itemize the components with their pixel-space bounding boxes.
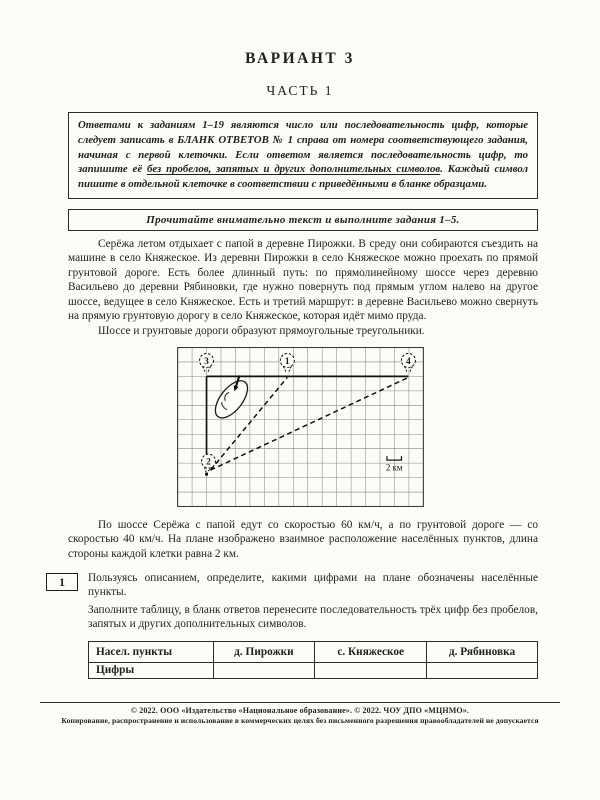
answer-instructions-text — [78, 119, 528, 190]
settlement-point-dot — [205, 472, 208, 475]
answer-cell-2 — [315, 662, 427, 678]
task-1-text — [88, 571, 538, 635]
map-marker-1 — [280, 353, 294, 373]
map-marker-4 — [401, 353, 415, 373]
village-plan-svg — [177, 347, 424, 507]
variant-title: ВАРИАНТ 3 — [245, 50, 355, 67]
story-paragraph-2: Шоссе и грунтовые дороги образуют прямоугольные треугольники. — [98, 325, 425, 338]
svg-text:4: 4 — [405, 356, 411, 367]
task-1-number: 1 — [59, 575, 65, 590]
story-paragraph-3: По шоссе Серёжа с папой едут со скоростью 60 км/ч, а по грунтовой дороге — со скоростью 40 км/ч. На плане изображено взаимное расположение населённых пунктов, длина стороны каждой клетки равна 2 км. — [68, 518, 538, 560]
answer-table — [88, 641, 538, 679]
part-title: ЧАСТЬ 1 — [266, 83, 334, 98]
table-header-row — [89, 641, 538, 662]
answer-instructions-box — [68, 112, 538, 199]
task-1-number-box — [46, 573, 78, 591]
village-plan-figure — [177, 347, 424, 512]
scale-label: 2 км — [385, 462, 403, 473]
instruction-segment: . Каждый символ пишите в отдельной клеточке в соответствии с приведёнными в бланке образцами. — [78, 163, 529, 191]
task-1-text-2: Заполните таблицу, в бланк ответов перенесите последовательность трёх цифр без пробелов, запятых и других дополнительных символов. — [88, 603, 538, 631]
answer-cell-3 — [427, 662, 538, 678]
task-1-text-1: Пользуясь описанием, определите, какими цифрами на плане обозначены населённые пункты. — [88, 572, 538, 599]
footer-notice: Копирование, распространение и использование в коммерческих целях без письменного разрешения правообладателей не допускается — [61, 716, 539, 725]
footer-copyright: © 2022. ООО «Издательство «Национальное образование». © 2022. ЧОУ ДПО «МЦНМО». — [130, 706, 470, 715]
pond — [209, 375, 253, 423]
row-label-digits: Цифры — [89, 662, 214, 678]
dirt-road-1 — [210, 377, 287, 470]
read-instruction-text: Прочитайте внимательно текст и выполните задания 1–5. — [146, 213, 460, 226]
answer-cell-1 — [213, 662, 315, 678]
task-1 — [46, 571, 538, 635]
col-header-ryabinovka: д. Рябиновка — [427, 641, 538, 662]
col-header-knyazheskoye: с. Княжеское — [315, 641, 427, 662]
footer — [40, 702, 560, 725]
plan-border — [177, 347, 423, 506]
underlined-requirement: без пробелов, запятых и других дополнительных символов — [146, 163, 441, 176]
svg-text:2: 2 — [205, 457, 211, 468]
svg-text:1: 1 — [284, 356, 290, 367]
instruction-segment: Ответами к заданиям 1–19 являются число или последовательность цифр, которые следует записать в БЛАНК ОТВЕТОВ № 1 справа от номера соответствующего задания, начиная с первой клеточки. Если ответом является последовательность цифр, то запишите её — [78, 119, 528, 176]
col-header-settlements: Насел. пункты — [89, 641, 214, 662]
story-paragraph-1: Серёжа летом отдыхает с папой в деревне Пирожки. В среду они собираются съездить на машине в село Княжеское. Из деревни Пирожки в село Княжеское можно проехать по прямой грунтовой дороге. Есть более длинный путь: по прямолинейному шоссе через деревню Васильево до деревни Рябиновки, где нужно повернуть под прямым углом налево на другое шоссе, ведущее в село Княжеское. Есть и третий маршрут: в деревне Васильево можно свернуть на прямую грунтовую дорогу в село Княжеское, которая идёт мимо пруда. — [68, 237, 538, 323]
read-instruction-box — [68, 209, 538, 231]
col-header-pirozhki: д. Пирожки — [213, 641, 315, 662]
svg-text:3: 3 — [203, 356, 209, 367]
plan-grid — [177, 347, 423, 506]
table-answer-row — [89, 662, 538, 678]
